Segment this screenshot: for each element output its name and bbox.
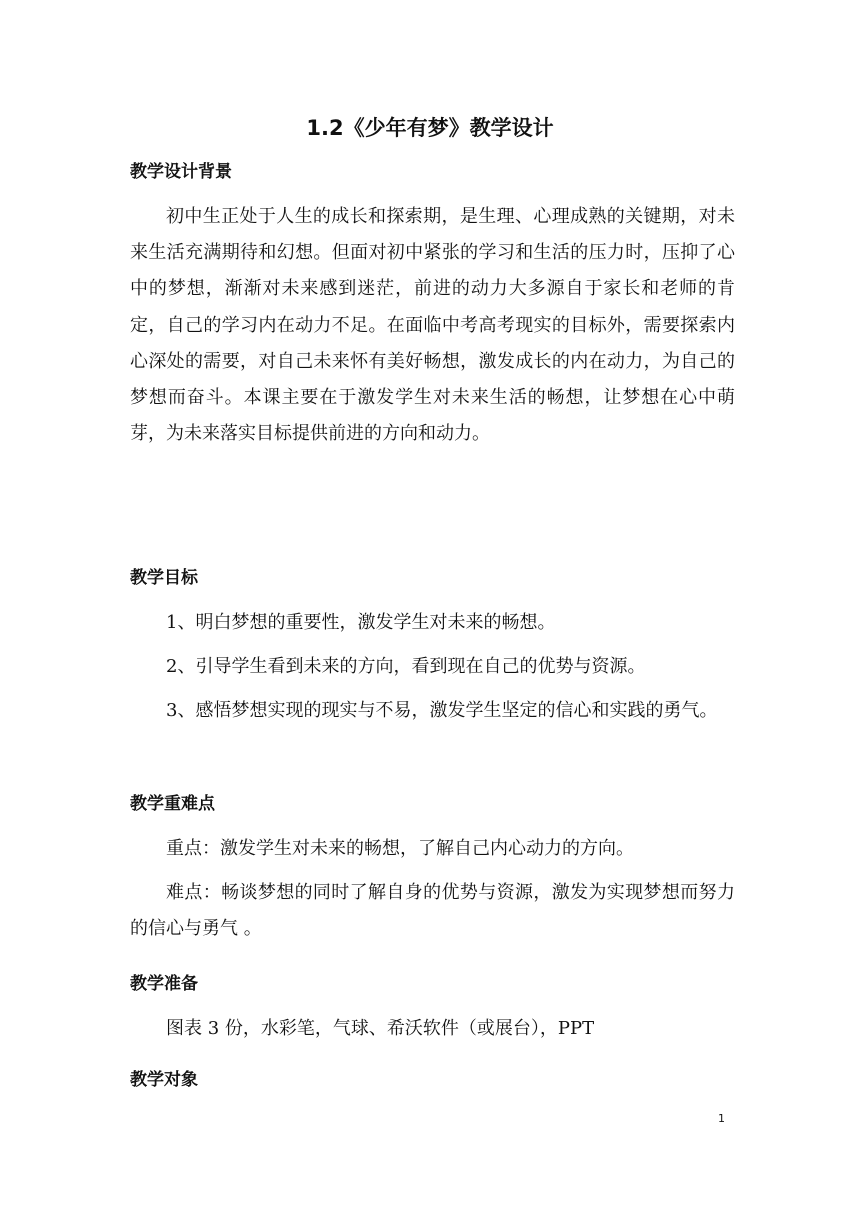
document-title: 1.2《少年有梦》教学设计 xyxy=(306,116,554,140)
key-point-difficulty: 难点：畅谈梦想的同时了解自身的优势与资源，激发为实现梦想而努力的信心与勇气 。 xyxy=(130,882,735,940)
section-heading-preparation: 教学准备 xyxy=(130,974,198,994)
key-point-focus: 重点：激发学生对未来的畅想，了解自己内心动力的方向。 xyxy=(166,838,634,859)
section-heading-objectives: 教学目标 xyxy=(130,568,198,588)
objective-item-2: 2、引导学生看到未来的方向，看到现在自己的优势与资源。 xyxy=(166,656,646,677)
page-number: 1 xyxy=(718,1112,725,1125)
section-heading-key-points: 教学重难点 xyxy=(130,794,215,814)
background-paragraph: 初中生正处于人生的成长和探索期，是生理、心理成熟的关键期，对未来生活充满期待和幻想。但面对初中紧张的学习和生活的压力时，压抑了心中的梦想，渐渐对未来感到迷茫，前进的动力大多源自于家长和老师的肯定，自己的学习内在动力不足。在面临中考高考现实的目标外，需要探索内心深处的需要，对自己未来怀有美好畅想，激发成长的内在动力，为自己的梦想而奋斗。本课主要在于激发学生对未来生活的畅想，让梦想在心中萌芽，为未来落实目标提供前进的方向和动力。 xyxy=(130,206,735,445)
objective-item-1: 1、明白梦想的重要性，激发学生对未来的畅想。 xyxy=(166,612,556,633)
section-heading-audience: 教学对象 xyxy=(130,1070,198,1090)
objective-item-3: 3、感悟梦想实现的现实与不易，激发学生坚定的信心和实践的勇气。 xyxy=(166,700,718,721)
section-heading-background: 教学设计背景 xyxy=(130,162,232,182)
preparation-text: 图表 3 份，水彩笔，气球、希沃软件（或展台），PPT xyxy=(166,1018,595,1039)
